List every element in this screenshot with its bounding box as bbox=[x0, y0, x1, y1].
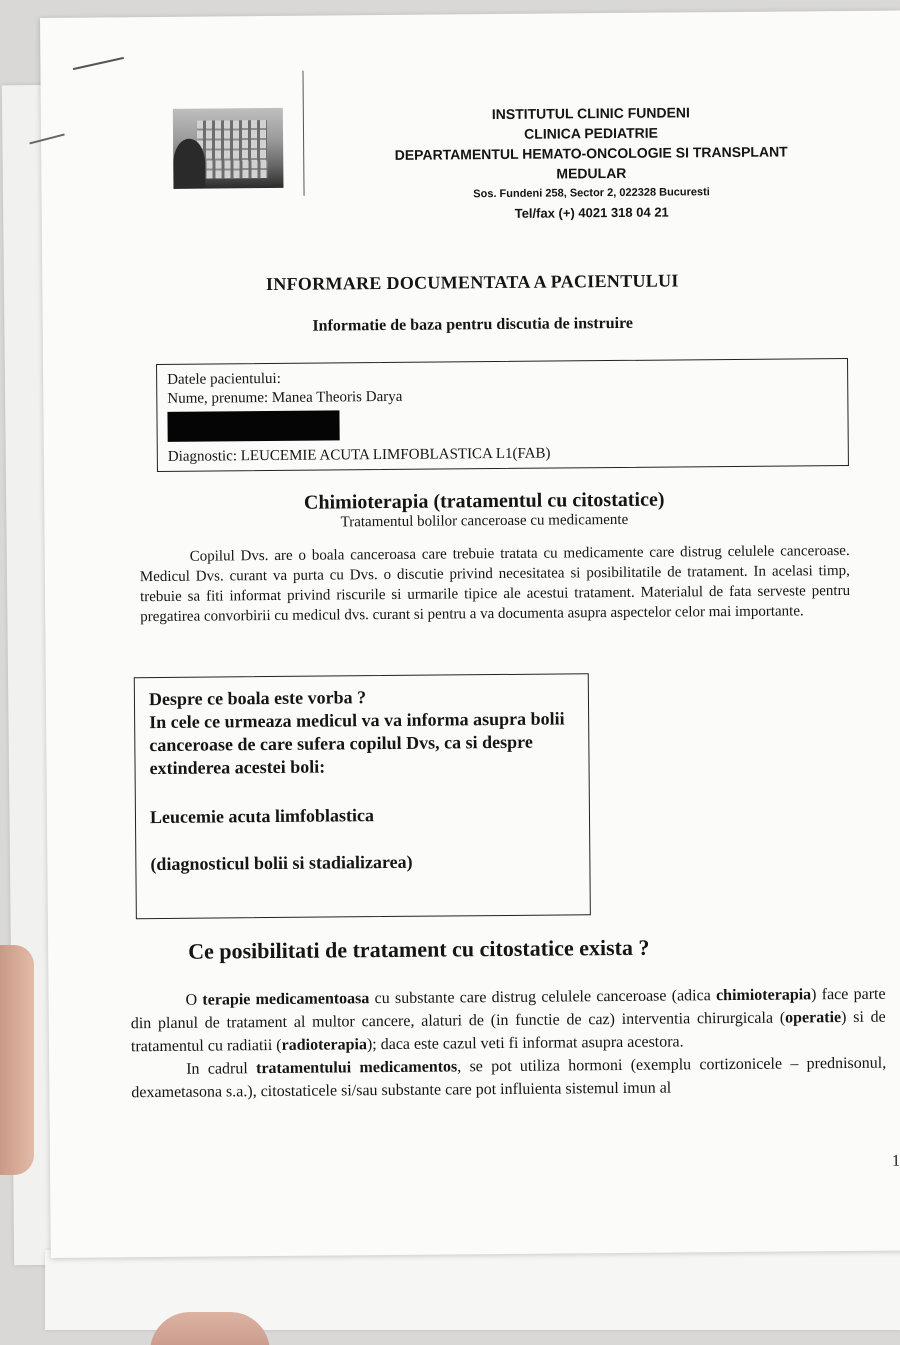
disease-note: (diagnosticul bolii si stadializarea) bbox=[150, 851, 413, 875]
intro-paragraph bbox=[140, 541, 851, 627]
document-page bbox=[40, 10, 900, 1257]
patient-label: Datele pacientului: bbox=[167, 370, 281, 388]
document-title: INFORMARE DOCUMENTATA A PACIENTULUI bbox=[265, 270, 679, 295]
pen-mark bbox=[73, 57, 124, 70]
building-shape bbox=[197, 120, 268, 179]
hospital-building-photo bbox=[173, 108, 284, 189]
disease-intro: In cele ce urmeaza medicul va va informa asupra bolii canceroase de care sufera copilul Dvs, ca si despre extinderea acestei boli: bbox=[149, 708, 565, 779]
page-number: 1 bbox=[891, 1152, 900, 1170]
patient-diagnosis: Diagnostic: LEUCEMIE ACUTA LIMFOBLASTICA L1(FAB) bbox=[167, 445, 551, 465]
phone: Tel/fax (+) 4021 318 04 21 bbox=[514, 204, 669, 221]
institution-header bbox=[361, 101, 822, 225]
address: Sos. Fundeni 258, Sector 2, 022328 Bucuresti bbox=[473, 186, 710, 201]
patient-name: Nume, prenume: Manea Theoris Darya bbox=[167, 388, 403, 407]
redaction-bar bbox=[167, 410, 339, 441]
treatment-paragraphs bbox=[130, 983, 886, 1105]
intro-text: Copilul Dvs. are o boala canceroasa care trebuie tratata cu medicamente care distrug celulele canceroase. Medicul Dvs. curant va purta cu Dvs. o discutie privind necesitatea si posibilitatile de tratament. In acelasi timp, trebuie sa fiti informat privind riscurile si urmarile tipice ale acestui tratament. Materialul de fata serveste pentru pregatirea convorbirii cu medicul dvs. curant si pentru a va documenta asupra aspectelor celor mai importante. bbox=[139, 542, 851, 626]
tree-shape bbox=[173, 139, 205, 189]
department-name: DEPARTAMENTUL HEMATO-ONCOLOGIE SI TRANSPLANT MEDULAR bbox=[394, 143, 788, 182]
treatment-heading: Ce posibilitati de tratament cu citostatice exista ? bbox=[188, 934, 650, 964]
finger bbox=[0, 945, 34, 1175]
disease-question: Despre ce boala este vorba ? bbox=[148, 687, 367, 710]
clinic-name: CLINICA PEDIATRIE bbox=[524, 124, 658, 142]
document-subtitle: Informatie de baza pentru discutia de instruire bbox=[312, 314, 634, 335]
treatment-paragraph-2: In cadrul tratamentului medicamentos, se pot utiliza hormoni (exemplu cortizonicele – prednisonul, dexametasona s.a.), citostaticele si/sau substante care pot influienta sistemul imun al bbox=[131, 1054, 887, 1102]
disease-name: Leucemie acuta limfoblastica bbox=[149, 805, 375, 828]
chemo-title: Chimioterapia (tratamentul cu citostatice) bbox=[303, 488, 665, 514]
patient-data-box bbox=[156, 358, 849, 472]
header-divider bbox=[302, 71, 304, 196]
treatment-paragraph-1: O terapie medicamentoasa cu substante care distrug celulele canceroase (adica chimioterapia) face parte din planul de tratament al multor cancere, alaturi de (in functie de caz) interventia chirurgicala (operatie) si de tratamentul cu radiatii (radioterapia); daca este cazul veti fi informat asupra acestora. bbox=[130, 985, 886, 1056]
chemo-subtitle: Tratamentul bolilor canceroase cu medicamente bbox=[340, 511, 629, 531]
institute-name: INSTITUTUL CLINIC FUNDENI bbox=[491, 104, 690, 123]
disease-info-box bbox=[134, 673, 591, 919]
